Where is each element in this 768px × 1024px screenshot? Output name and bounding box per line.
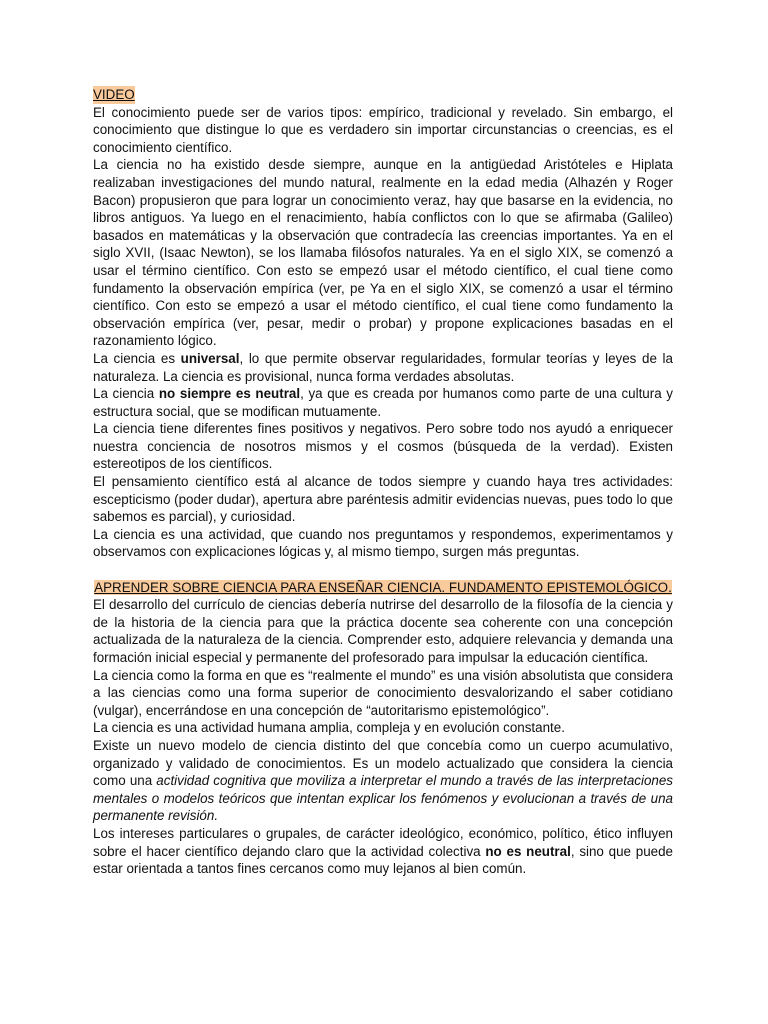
section-heading (93, 579, 673, 597)
section-heading-text: APRENDER SOBRE CIENCIA PARA ENSEÑAR CIENCIA. FUNDAMENTO EPISTEMOLÓGICO. (94, 579, 672, 595)
paragraph-text: , ya que es creada por humanos como parte de una cultura y estructura social, que se modifican mutuamente. (93, 386, 673, 419)
paragraph: El desarrollo del currículo de ciencias debería nutrirse del desarrollo de la filosofía de la ciencia y de la historia de la ciencia para que la práctica docente sea coherente con una concepción actualizada de la naturaleza de la ciencia. Comprender esto, adquiere relevancia y demanda una formación inicial especial y permanente del profesorado para impulsar la educación científica. (93, 597, 673, 665)
paragraph (93, 385, 673, 420)
italic-definition: actividad cognitiva que moviliza a interpretar el mundo a través de las interpretaciones mentales o modelos teóricos que intentan explicar los fenómenos y evolucionan a través de una permanente revisión. (93, 773, 673, 824)
paragraph: El conocimiento puede ser de varios tipos: empírico, tradicional y revelado. Sin embargo, el conocimiento que distingue lo que es verdadero sin importar circunstancias o creencias, es el conocimiento científico. (93, 104, 673, 155)
paragraph-text: La ciencia es (93, 350, 181, 366)
paragraph: El pensamiento científico está al alcance de todos siempre y cuando haya tres actividades: escepticismo (poder dudar), apertura abre paréntesis admitir evidencias nuevas, pues todo lo que sabemos es parcial), y curiosidad. (93, 474, 673, 525)
paragraph: La ciencia tiene diferentes fines positivos y negativos. Pero sobre todo nos ayudó a enriquecer nuestra conciencia de nosotros mismos y el cosmos (búsqueda de la verdad). Existen estereotipos de los científicos. (93, 421, 673, 472)
bold-term: universal (180, 350, 240, 366)
bold-term: no es neutral (485, 843, 571, 859)
paragraph: La ciencia no ha existido desde siempre, aunque en la antigüedad Aristóteles e Hiplata realizaban investigaciones del mundo natural, realmente en la edad media (Alhazén y Roger Bacon) propusieron que para lograr un conocimiento veraz, hay que basarse en la evidencia, no libros antiguos. Ya luego en el renacimiento, había conflictos con lo que se afirmaba (Galileo) basados en matemáticas y la observación que contradecía las creencias importantes. Ya en el siglo XVII, (Isaac Newton), se los llamaba filósofos naturales. Ya en el siglo XIX, se comenzó a usar el término científico. Con esto se empezó usar el método científico, el cual tiene como fundamento la observación empírica (ver, pe Ya en el siglo XIX, se comenzó a usar el término científico. Con esto se empezó a usar el método científico, el cual tiene como fundamento la observación empírica (ver, pesar, medir o probar) y propone explicaciones basadas en el razonamiento lógico. (93, 157, 673, 349)
paragraph: La ciencia como la forma en que es “realmente el mundo” es una visión absolutista que considera a las ciencias como una forma superior de conocimiento desvalorizando el saber cotidiano (vulgar), encerrándose en una concepción de “autoritarismo epistemológico”. (93, 667, 673, 718)
paragraph (93, 825, 673, 878)
video-label-line (93, 86, 673, 104)
paragraph-text: Los intereses particulares o grupales, de carácter ideológico, económico, político, ético influyen sobre el hacer científico dejando claro que la actividad colectiva (93, 825, 673, 859)
document-page (93, 86, 673, 878)
paragraph-text: , sino que puede estar orientada a tantos fines cercanos como muy lejanos al bien común. (93, 843, 674, 877)
paragraph-text: Existe un nuevo modelo de ciencia distinto del que concebía como un cuerpo acumulativo, organizado y validado de conocimientos. Es un modelo actualizado que considera la ciencia como una (93, 737, 673, 789)
video-label: VIDEO (93, 87, 135, 102)
paragraph: La ciencia es una actividad, que cuando nos preguntamos y respondemos, experimentamos y observamos con explicaciones lógicas y, al mismo tiempo, surgen más preguntas. (93, 526, 673, 560)
paragraph (93, 737, 673, 825)
paragraph (93, 350, 673, 385)
bold-term: no siempre es neutral (158, 386, 301, 402)
paragraph-text: , lo que permite observar regularidades, formular teorías y leyes de la naturaleza. La ciencia es provisional, nunca forma verdades absolutas. (93, 350, 673, 384)
paragraph: La ciencia es una actividad humana amplia, compleja y en evolución constante. (93, 720, 565, 736)
paragraph-text: La ciencia (93, 386, 159, 402)
